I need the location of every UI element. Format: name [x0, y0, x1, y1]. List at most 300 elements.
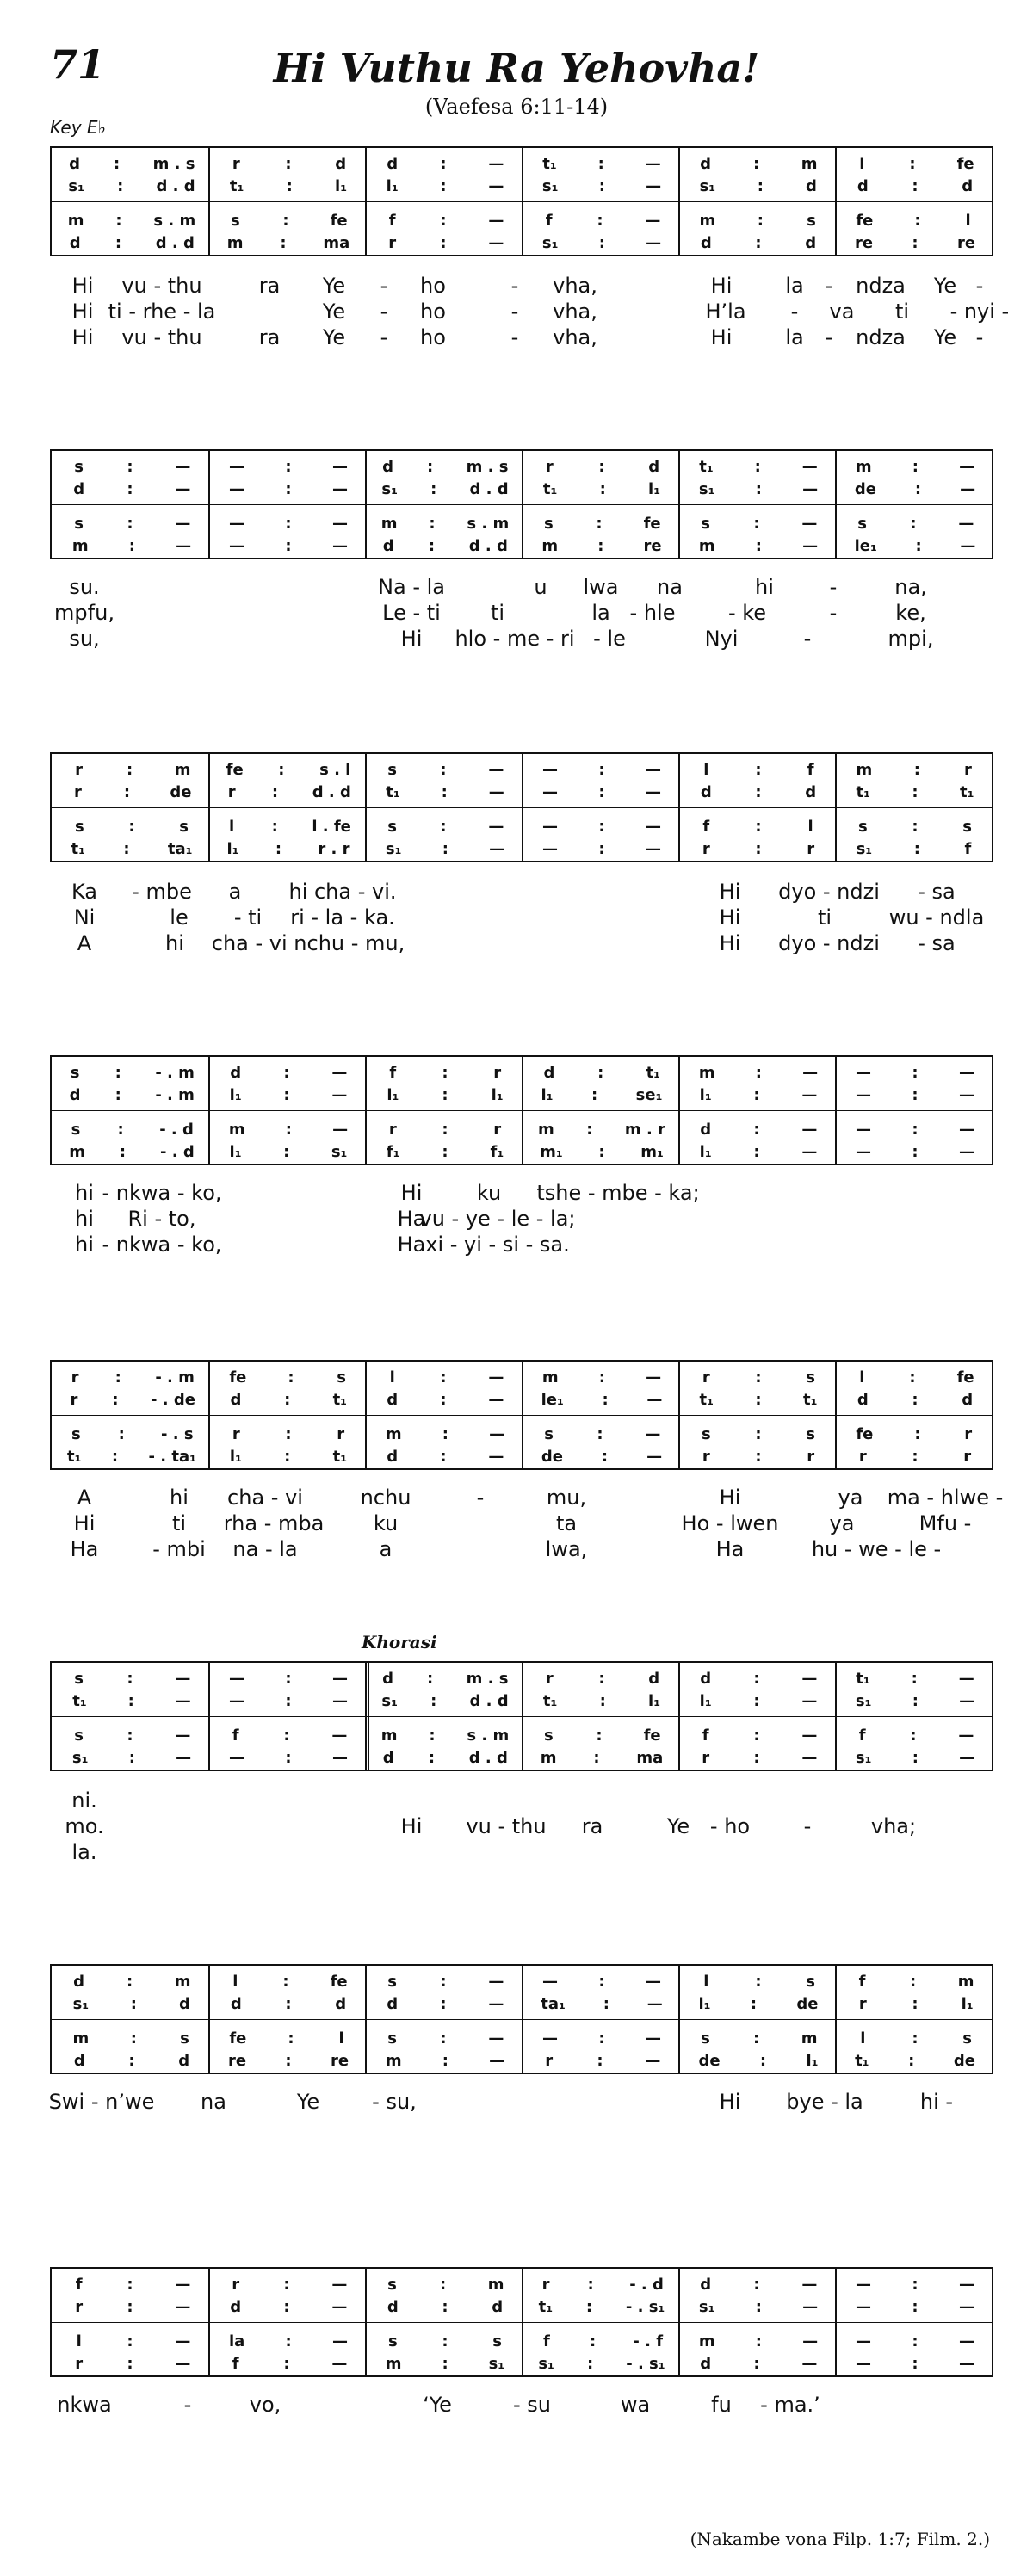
lyric-line — [50, 2393, 993, 2422]
lyric-syllable: Ye — [666, 1814, 690, 1838]
sol-fa-cell: s : — — [74, 1726, 191, 1745]
sol-fa-cell: s : — — [857, 514, 974, 533]
sol-fa-cell: d : d — [387, 2297, 504, 2316]
sol-fa-cell: r : — — [545, 2051, 661, 2070]
lyric-syllable: la — [785, 325, 804, 349]
sol-fa-cell: — : — — [856, 2354, 974, 2373]
sol-fa-cell: s : — — [74, 514, 191, 533]
sol-fa-cell: m : — — [698, 2332, 819, 2351]
sol-fa-cell: l₁ : — — [699, 1085, 818, 1104]
sol-fa-cell: s₁ : d . d — [381, 479, 509, 498]
sol-fa-cell: t₁ : - . ta₁ — [67, 1447, 196, 1466]
lyric-line — [50, 1486, 1004, 1515]
lyric-syllable: vu - thu — [121, 325, 202, 349]
lyric-syllable: ri - la - ka. — [290, 905, 395, 930]
lyric-syllable: nkwa — [57, 2393, 112, 2417]
lyric-syllable: Hi — [710, 274, 733, 298]
lyric-syllable: Mfu - — [919, 1511, 972, 1535]
sol-fa-system — [50, 1055, 993, 1165]
sol-fa-cell: s : s — [387, 2332, 502, 2351]
sol-fa-cell: s₁ : d . d — [68, 176, 195, 195]
sol-fa-cell: s : s — [74, 817, 189, 836]
sol-fa-cell: d : — — [387, 1994, 504, 2013]
lyric-syllable: - — [510, 274, 519, 298]
sol-fa-cell: s₁ : — — [541, 233, 662, 252]
lyric-syllable: hi - — [919, 2090, 954, 2114]
lyric-syllable: la — [591, 601, 610, 625]
sol-fa-cell: f : — — [388, 211, 504, 230]
sol-fa-cell: — : — — [542, 1972, 661, 1991]
sol-fa-cell: r : — — [702, 1748, 818, 1767]
lyric-syllable: hi — [170, 1486, 189, 1510]
sol-fa-cell: s : m — [701, 2029, 818, 2048]
lyric-syllable: ra — [258, 325, 281, 349]
lyric-syllable: ndza — [856, 325, 906, 349]
sol-fa-cell: f₁ : f₁ — [386, 1142, 504, 1161]
lyric-syllable: - mbe — [132, 880, 192, 904]
sol-fa-cell: s : fe — [543, 514, 661, 533]
sol-fa-cell: fe : s . l — [226, 760, 351, 779]
lyric-line — [50, 880, 993, 909]
sol-fa-cell: l₁ : — — [699, 1142, 818, 1161]
sol-fa-cell: s : - . s — [71, 1424, 194, 1443]
sol-fa-cell: t₁ : — — [72, 1691, 191, 1710]
sol-fa-cell: l : f — [703, 760, 814, 779]
sol-fa-cell: s : — — [387, 760, 504, 779]
sol-fa-cell: s₁ : d . d — [381, 1691, 509, 1710]
sol-fa-cell: s₁ : — — [541, 176, 662, 195]
sol-fa-cell: m : s . m — [67, 211, 196, 230]
lyric-syllable: Ha — [70, 1537, 99, 1561]
sol-fa-cell: m : - . d — [69, 1142, 195, 1161]
sol-fa-cell: — : — — [229, 479, 348, 498]
lyric-syllable: va — [829, 300, 855, 324]
lyric-syllable: lwa — [583, 575, 619, 599]
lyric-line — [50, 1788, 993, 1818]
lyric-syllable: ti — [490, 601, 505, 625]
sol-fa-system — [50, 2267, 993, 2377]
lyric-syllable: vha, — [553, 325, 597, 349]
lyric-syllable: - su — [512, 2393, 552, 2417]
sol-fa-cell: t₁ : — — [699, 457, 818, 476]
lyric-syllable: bye - la — [786, 2090, 863, 2114]
lyric-syllable: hi cha - vi. — [288, 880, 397, 904]
lyric-syllable: hi — [75, 1181, 94, 1205]
lyric-syllable: vha; — [870, 1814, 917, 1838]
lyric-line — [50, 300, 1010, 329]
lyric-syllable: ta — [555, 1511, 578, 1535]
sol-fa-system — [50, 146, 993, 256]
lyric-syllable: Na - la — [378, 575, 445, 599]
sol-fa-cell: — : — — [856, 1063, 974, 1082]
lyric-syllable: mo. — [65, 1814, 104, 1838]
sol-fa-cell: t₁ : t₁ — [699, 1390, 818, 1409]
lyric-syllable: - — [510, 300, 519, 324]
lyric-syllable: ma - hlwe - — [887, 1486, 1004, 1510]
lyric-line — [50, 1207, 993, 1236]
sol-fa-cell: t₁ : t₁ — [856, 782, 974, 801]
lyric-line — [50, 601, 993, 630]
sol-fa-cell: s₁ : d — [699, 176, 817, 195]
lyric-syllable: Ye — [322, 274, 346, 298]
sol-fa-cell: d : d . d — [382, 1748, 508, 1767]
sol-fa-cell: s₁ : — — [71, 1748, 192, 1767]
sol-fa-cell: ta₁ : — — [541, 1994, 663, 2013]
sol-fa-cell: — : — — [542, 839, 661, 858]
sol-fa-cell: f : l — [702, 817, 813, 836]
sol-fa-cell: m : s — [72, 2029, 189, 2048]
sol-fa-cell: r : l₁ — [858, 1994, 974, 2013]
lyric-syllable: Ye — [296, 2090, 320, 2114]
sol-fa-cell: m : m . r — [538, 1120, 665, 1139]
sol-fa-cell: f : — — [702, 1726, 818, 1745]
lyric-syllable: vu - thu — [121, 274, 202, 298]
lyric-line — [50, 274, 993, 303]
lyric-syllable: Hi — [73, 1511, 96, 1535]
lyric-syllable: ti — [817, 905, 832, 930]
sol-fa-cell: s₁ : — — [698, 2297, 819, 2316]
sol-fa-cell: s : — — [74, 457, 191, 476]
lyric-syllable: dyo - ndzi — [778, 880, 880, 904]
sol-fa-cell: — : — — [856, 1085, 974, 1104]
lyric-syllable: Ye — [933, 325, 957, 349]
sol-fa-cell: d : — — [230, 1063, 348, 1082]
lyric-syllable: - ma.’ — [760, 2393, 820, 2417]
lyric-syllable: ho — [420, 325, 446, 349]
sol-fa-cell: l₁ : l₁ — [387, 1085, 504, 1104]
lyric-syllable: na — [657, 575, 683, 599]
lyric-syllable: na — [201, 2090, 226, 2114]
sol-fa-cell: f : m — [858, 1972, 974, 1991]
lyric-syllable: - le — [593, 627, 626, 651]
sol-fa-cell: s₁ : — — [698, 479, 819, 498]
lyric-line — [50, 931, 993, 961]
sol-fa-cell: d : — — [387, 154, 504, 173]
lyric-syllable: cha - vi nchu - mu, — [211, 931, 405, 955]
sol-fa-cell: d : d — [73, 2051, 190, 2070]
sol-fa-cell: m : re — [541, 536, 662, 555]
sol-fa-cell: m : — — [228, 1120, 349, 1139]
lyric-syllable: - — [183, 2393, 192, 2417]
lyric-syllable: Hi — [719, 905, 741, 930]
sol-fa-cell: — : — — [229, 1748, 348, 1767]
lyric-syllable: vo, — [249, 2393, 281, 2417]
sol-fa-cell: d : t₁ — [230, 1390, 348, 1409]
sol-fa-cell: t₁ : - . s₁ — [538, 2297, 665, 2316]
sol-fa-cell: re : re — [227, 2051, 349, 2070]
lyric-syllable: ni. — [71, 1788, 97, 1813]
sol-fa-cell: t₁ : l₁ — [542, 479, 661, 498]
lyric-syllable: wa — [620, 2393, 651, 2417]
lyric-syllable: - sa — [918, 880, 956, 904]
sol-fa-cell: t₁ : l₁ — [542, 1691, 661, 1710]
lyric-syllable: Nyi — [704, 627, 739, 651]
sol-fa-cell: d : — — [700, 1669, 818, 1688]
lyric-line — [50, 905, 993, 935]
lyric-syllable: vha, — [553, 300, 597, 324]
sol-fa-cell: t₁ : de — [855, 2051, 975, 2070]
lyric-syllable: ra — [258, 274, 281, 298]
lyric-syllable: Ri - to, — [127, 1207, 196, 1231]
lyric-syllable: - — [380, 274, 388, 298]
lyric-line — [50, 1537, 993, 1566]
lyric-line — [50, 1814, 993, 1844]
sol-fa-cell: — : — — [229, 1691, 348, 1710]
sol-fa-cell: d : m — [700, 154, 818, 173]
lyric-syllable: Hi — [719, 1486, 741, 1510]
sol-fa-cell: s₁ : — — [855, 1691, 975, 1710]
sol-fa-cell: t₁ : — — [542, 154, 661, 173]
sol-fa-cell: d : m . s — [69, 154, 195, 173]
lyric-syllable: - — [790, 300, 799, 324]
sol-fa-cell: s : — — [544, 1424, 661, 1443]
sol-fa-cell: de : l₁ — [698, 2051, 819, 2070]
sol-fa-cell: r : - . m — [71, 1368, 195, 1387]
sol-fa-system — [50, 449, 993, 559]
sol-fa-cell: s₁ : — — [855, 1748, 975, 1767]
lyric-syllable: xi - yi - si - sa. — [425, 1232, 570, 1257]
sol-fa-cell: l : fe — [859, 1368, 974, 1387]
sol-fa-cell: d : d — [230, 1994, 347, 2013]
sol-fa-cell: s : - . d — [71, 1120, 194, 1139]
lyric-line — [50, 1511, 993, 1541]
sol-fa-cell: f : - . f — [542, 2332, 664, 2351]
lyric-syllable: - mbi — [152, 1537, 206, 1561]
footer-reference: (Nakambe vona Filp. 1:7; Film. 2.) — [690, 2529, 990, 2549]
sol-fa-cell: — : — — [229, 536, 348, 555]
sol-fa-cell: s : s — [701, 1424, 815, 1443]
scripture-reference: (Vaefesa 6:11-14) — [424, 95, 609, 119]
lyric-syllable: hi — [75, 1207, 94, 1231]
lyric-syllable: - — [510, 325, 519, 349]
sol-fa-cell: t₁ : ta₁ — [71, 839, 193, 858]
sol-fa-cell: d : - . m — [69, 1085, 195, 1104]
lyric-syllable: hi — [165, 931, 184, 955]
sol-fa-system — [50, 752, 993, 862]
sol-fa-cell: f : — — [232, 1726, 348, 1745]
sol-fa-cell: d : — — [700, 2275, 818, 2294]
sol-fa-cell: d : d . d — [382, 536, 508, 555]
lyric-line — [50, 627, 993, 656]
lyric-syllable: Ha — [397, 1207, 426, 1231]
sol-fa-cell: d : — — [700, 2354, 818, 2373]
lyric-syllable: ti — [894, 300, 910, 324]
sol-fa-cell: — : — — [542, 2029, 661, 2048]
sol-fa-cell: s₁ : — — [385, 839, 505, 858]
lyric-line — [50, 1840, 993, 1869]
lyric-syllable: na - la — [232, 1537, 298, 1561]
sol-fa-cell: r : r — [702, 839, 815, 858]
sol-fa-cell: r : — — [75, 2297, 191, 2316]
sol-fa-cell: t₁ : — — [386, 782, 504, 801]
sol-fa-cell: r : s — [702, 1368, 815, 1387]
sol-fa-system — [50, 1964, 993, 2074]
lyric-syllable: ndza — [856, 274, 906, 298]
lyric-syllable: hi — [755, 575, 774, 599]
lyric-syllable: mu, — [546, 1486, 587, 1510]
lyric-syllable: Ha — [715, 1537, 745, 1561]
lyric-syllable: Ka — [71, 880, 98, 904]
sol-fa-cell: l₁ : — — [699, 1691, 818, 1710]
lyric-syllable: ya — [829, 1511, 855, 1535]
lyric-syllable: dyo - ndzi — [778, 931, 880, 955]
sol-fa-cell: l₁ : r . r — [226, 839, 350, 858]
lyric-syllable: Ha — [397, 1232, 426, 1257]
sol-fa-system — [50, 1661, 993, 1771]
lyric-syllable: Ni — [73, 905, 96, 930]
sol-fa-cell: d : — — [387, 1390, 504, 1409]
sol-fa-cell: — : — — [856, 2275, 974, 2294]
sol-fa-cell: r : r — [232, 1424, 345, 1443]
sol-fa-cell: f : — — [232, 2354, 348, 2373]
hymn-number: 71 — [50, 41, 106, 88]
lyric-syllable: Hi — [719, 880, 741, 904]
lyric-line — [50, 575, 993, 604]
sol-fa-cell: l : fe — [232, 1972, 348, 1991]
lyric-syllable: Ho - lwen — [681, 1511, 779, 1535]
sol-fa-cell: s₁ : - . s₁ — [538, 2354, 665, 2373]
lyric-syllable: wu - ndla — [888, 905, 985, 930]
sol-fa-cell: re : re — [854, 233, 976, 252]
sol-fa-cell: m : — — [385, 2051, 505, 2070]
sol-fa-cell: s₁ : f — [856, 839, 972, 858]
lyric-syllable: Ye — [322, 300, 346, 324]
sol-fa-cell: t₁ : — — [856, 1669, 974, 1688]
sol-fa-cell: d : d — [857, 176, 974, 195]
hymn-title: Hi Vuthu Ra Yehovha! — [273, 45, 760, 91]
sol-fa-cell: l : — — [76, 2332, 191, 2351]
sol-fa-cell: r : r — [858, 1447, 972, 1466]
lyric-syllable: ya — [838, 1486, 863, 1510]
sol-fa-cell: — : — — [856, 2297, 974, 2316]
lyric-syllable: ho — [420, 274, 446, 298]
sol-fa-cell: d : — — [230, 2297, 348, 2316]
lyric-syllable: ‘Ye — [423, 2393, 452, 2417]
sol-fa-cell: m : — — [855, 457, 975, 476]
chorus-label: Khorasi — [362, 1632, 437, 1652]
sol-fa-cell: d : m — [73, 1972, 191, 1991]
sol-fa-cell: m : — — [71, 536, 192, 555]
lyric-syllable: vha, — [553, 274, 597, 298]
lyric-syllable: ku — [373, 1511, 399, 1535]
sol-fa-cell: d : — — [700, 1120, 818, 1139]
lyric-syllable: - su, — [372, 2090, 417, 2114]
lyric-syllable: - — [949, 300, 958, 324]
lyric-syllable: - — [975, 274, 984, 298]
sol-fa-cell: le₁ : — — [541, 1390, 663, 1409]
sol-fa-cell: f : — — [545, 211, 661, 230]
sol-fa-cell: l₁ : — — [386, 176, 504, 195]
sol-fa-cell: r : d — [545, 457, 660, 476]
sol-fa-cell: m : ma — [226, 233, 350, 252]
lyric-syllable: - hle — [629, 601, 676, 625]
sol-fa-system — [50, 1360, 993, 1470]
lyric-line — [50, 2090, 993, 2119]
sol-fa-cell: d : d . d — [69, 233, 195, 252]
lyric-syllable: lwa, — [545, 1537, 588, 1561]
lyric-syllable: - — [380, 300, 388, 324]
lyric-syllable: H’la — [705, 300, 746, 324]
lyric-syllable: - — [829, 601, 838, 625]
sol-fa-cell: r : — — [232, 2275, 348, 2294]
lyric-syllable: - — [476, 1486, 485, 1510]
sol-fa-cell: r : - . d — [541, 2275, 664, 2294]
lyric-syllable: Swi - n’we — [48, 2090, 155, 2114]
lyric-syllable: - — [975, 325, 984, 349]
lyric-syllable: - ke — [727, 601, 767, 625]
lyric-syllable: la — [785, 274, 804, 298]
lyric-syllable: - nkwa - ko, — [102, 1181, 222, 1205]
sol-fa-cell: fe : r — [856, 1424, 973, 1443]
sol-fa-cell: l₁ : s₁ — [229, 1142, 348, 1161]
lyric-syllable: a — [379, 1537, 393, 1561]
lyric-syllable: ke, — [895, 601, 926, 625]
lyric-syllable: - sa — [918, 931, 956, 955]
sol-fa-cell: m : — — [698, 536, 819, 555]
sol-fa-cell: m : ma — [540, 1748, 664, 1767]
lyric-syllable: - nkwa - ko, — [102, 1232, 222, 1257]
lyric-syllable: - — [829, 575, 838, 599]
lyric-syllable: cha - vi — [227, 1486, 303, 1510]
sol-fa-cell: d : m . s — [382, 457, 509, 476]
sol-fa-cell: fe : l — [229, 2029, 344, 2048]
lyric-syllable: Hi — [400, 1181, 423, 1205]
lyric-line — [50, 325, 993, 355]
sol-fa-cell: — : — — [856, 1120, 974, 1139]
sol-fa-cell: s : — — [387, 817, 504, 836]
lyric-syllable: su, — [69, 627, 100, 651]
lyric-syllable: hlo - me - ri — [455, 627, 575, 651]
sol-fa-cell: s : s — [857, 817, 972, 836]
lyric-syllable: A — [77, 931, 92, 955]
sol-fa-cell: la : — — [228, 2332, 349, 2351]
sol-fa-cell: r : r — [388, 1120, 502, 1139]
sol-fa-cell: f : — — [858, 1726, 974, 1745]
lyric-syllable: - — [825, 274, 833, 298]
lyric-syllable: - — [825, 325, 833, 349]
sol-fa-cell: — : — — [542, 782, 661, 801]
sol-fa-cell: r : - . de — [70, 1390, 195, 1409]
lyric-syllable: fu — [711, 2393, 732, 2417]
lyric-syllable: mpfu, — [54, 601, 114, 625]
sol-fa-cell: d : — — [387, 1447, 504, 1466]
lyric-line — [50, 1181, 993, 1210]
lyric-syllable: Hi — [400, 1814, 423, 1838]
lyric-syllable: - — [803, 627, 812, 651]
sol-fa-cell: s : — — [387, 1972, 504, 1991]
sol-fa-cell: m : — — [698, 1063, 819, 1082]
sol-fa-cell: m₁ : m₁ — [540, 1142, 664, 1161]
lyric-syllable: mpi, — [888, 627, 934, 651]
lyric-syllable: A — [77, 1486, 92, 1510]
sol-fa-cell: d : t₁ — [543, 1063, 661, 1082]
lyric-syllable: ho — [420, 300, 446, 324]
lyric-syllable: su. — [69, 575, 100, 599]
sol-fa-cell: d : m . s — [382, 1669, 509, 1688]
sol-fa-cell: s : — — [74, 1669, 191, 1688]
sol-fa-cell: r : — — [75, 2354, 191, 2373]
lyric-syllable: Ye — [322, 325, 346, 349]
lyric-syllable: nyi - — [963, 300, 1010, 324]
sol-fa-cell: s : — — [387, 2029, 504, 2048]
sol-fa-cell: d : d — [857, 1390, 974, 1409]
lyric-syllable: ku — [476, 1181, 502, 1205]
sol-fa-cell: — : — — [856, 2332, 974, 2351]
sol-fa-cell: d : d — [700, 233, 817, 252]
sol-fa-cell: l₁ : — — [229, 1085, 348, 1104]
lyric-syllable: - — [380, 325, 388, 349]
sol-fa-cell: de : — — [541, 1447, 663, 1466]
